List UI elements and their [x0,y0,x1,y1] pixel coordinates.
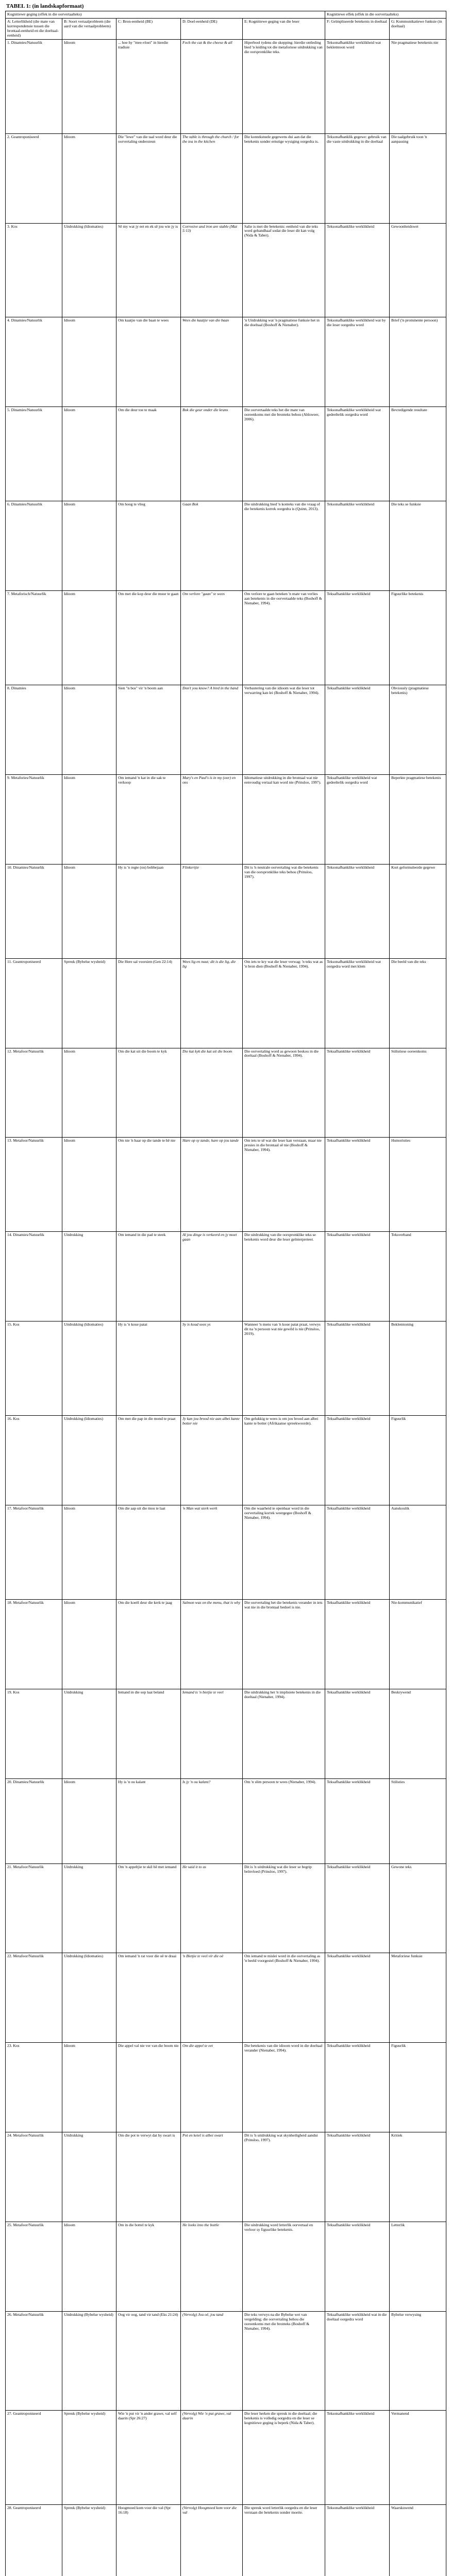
table-cell-f: Teksafhanklike werklikheid wat gedeeltelik oorgedra word [325,774,390,864]
table-cell-a: 12. Metafoor/Natuurlik [6,1048,62,1138]
table-cell-g: Letterlik [390,2222,446,2312]
table-cell-f: Teksafhanklike werklikheid [325,1138,390,1232]
table-cell-d: Mary's en Paul's is in my (oor) en ons [181,774,243,864]
table-cell-d: Wees lig en nuut; dit is die lig, die lig [181,958,243,1048]
table-cell-e: Om iets te sê wat die leser kan verstaan, maar nie presies in die brontaal sê nie (Boshoff & Nienaber, 1994). [243,1138,325,1232]
table-cell-e: Die teks verwys na die Bybelse wet van vergelding; die oorvertaling behou die ooreenkoms met die bronteks (Boshoff & Nienaber, 1994). [243,2312,325,2411]
table-row [6,1953,446,2043]
table-cell-c: Om nie 'n haar op die tande te hê nie [116,1138,181,1232]
table-cell-e: Die oorvertaling het die betekenis verander in iets wat nie in die brontaal bedoel is nie. [243,1599,325,1689]
table-cell-f: Teksafhanklike werklikheid [325,1232,390,1321]
table-cell-f: Teksafhanklike werklikheid [325,685,390,774]
table-cell-d: (Vervolg) Wie 'n put grawe, val daarin [181,2410,243,2504]
header-group-row [6,11,446,19]
table-cell-a: 11. Geantroponiseerd [6,958,62,1048]
table-cell-c: Die appel val nie ver van die boom nie [116,2043,181,2132]
table-cell-d: Wees die kaatjie van die baan [181,317,243,407]
table-row [6,1689,446,1778]
table-row [6,2222,446,2312]
header-target-group: Kognitiewe effek (effek in die oorvertaalteks) [325,11,446,19]
table-cell-f: Teksonafhanklike werklikheid [325,864,390,958]
table-cell-a: 7. Metaforisch/Natuurlik [6,591,62,685]
table-cell-c: Iemand in die sop laat beland [116,1689,181,1778]
table-cell-a: 20. Dinamies/Natuurlik [6,1778,62,1863]
table-cell-a: 15. Kos [6,1321,62,1416]
table-cell-d: Die kat kyk die kat uit die boom [181,1048,243,1138]
table-cell-e: Die oorvertaalde teks het die mate van ooreenkoms met die bronteks behou (Ahlsweer, 2006). [243,407,325,501]
table-cell-a: 21. Metafoor/Natuurlik [6,1863,62,1953]
table-cell-e: Die uitdrukking van die oorspronklike teks se betekenis word deur die leser geïnterpreteer. [243,1232,325,1321]
table-cell-a: 27. Geantroponiseerd [6,2410,62,2504]
table-cell-f: Teksafhanklike werklikheid [325,1321,390,1416]
table-cell-d: Foch the cat & the cheese & all [181,39,243,133]
table-row [6,2410,446,2504]
table-cell-b: Uitdrukking [62,1689,116,1778]
table-cell-a: 5. Dinamies/Natuurlik [6,407,62,501]
table-cell-d: Pot en ketel is albei swart [181,2132,243,2222]
table-cell-g: Teksverband [390,1232,446,1321]
table-cell-f: Teksonafhanklike werklikheid [325,501,390,591]
table-cell-e: Die oorvertaling word as gewoon beskou in die doeltaal (Boshoff & Nienaber, 1994). [243,1048,325,1138]
table-cell-b: Idioom [62,317,116,407]
table-cell-c: Die Here sal voorsien (Gen 22:14) [116,958,181,1048]
table-cell-g: Beklemtoning [390,1321,446,1416]
table-cell-g: Stilisties [390,1778,446,1863]
table-cell-b: Idioom [62,133,116,223]
table-cell-a: 19. Kos [6,1689,62,1778]
column-header-e: E: Kognitiewe geging van die leser [243,18,325,39]
table-cell-d: Hare op sy tande, hare op jou tande [181,1138,243,1232]
table-row [6,958,446,1048]
table-cell-a: 24. Metafoor/Natuurlik [6,2132,62,2222]
table-cell-d: Jy kan jou brood nie aan albei kante botter nie [181,1416,243,1505]
table-cell-c: Om in die bottel te kyk [116,2222,181,2312]
table-cell-f: Teksafhanklike werklikheid [325,2222,390,2312]
table-cell-g: Die beeld van die teks [390,958,446,1048]
table-cell-c: Om met die kop deur die muur te gaan [116,591,181,685]
table-cell-g: Obviously (pragmatiese betekenis) [390,685,446,774]
table-cell-a: 16. Kos [6,1416,62,1505]
table-row [6,1505,446,1599]
table-cell-e: Salie is met die betekenis: eenheid van die teks word gehandhaaf sodat die leser dit kan volg (Nida & Taber). [243,223,325,317]
table-cell-c: Om die deur toe te maak [116,407,181,501]
table-cell-g: Brief ('n prominente persoon) [390,317,446,407]
table-cell-e: Om iets te kry wat die leser verwag: 'n teks wat as 'n bron dien (Boshoff & Nienaber, 1994). [243,958,325,1048]
table-cell-g: Figuurlik [390,2043,446,2132]
table-cell-e: Dit is 'n uitdrukking wat skynheiligheid aandui (Prinsloo, 1997). [243,2132,325,2222]
table-cell-g: Humoristies [390,1138,446,1232]
table-cell-b: Uitdrukking [62,2132,116,2222]
table-cell-g: Beskrywend [390,1689,446,1778]
table-cell-b: Idioom [62,1138,116,1232]
table-cell-c: Om iemand 'n rat voor die oë te draai [116,1953,181,2043]
table-cell-a: 26. Metafoor/Natuurlik [6,2312,62,2411]
column-header-d: D: Doel-eenheid (DE) [181,18,243,39]
table-cell-g: Nie-kommunikatief [390,1599,446,1689]
table-cell-d: Corrosive and iron are stable (Mat 5:13) [181,223,243,317]
table-cell-d: He looks into the bottle [181,2222,243,2312]
table-cell-f: Teksafhanklike werklikheid [325,1953,390,2043]
table-cell-d: 'n Bietjie te veel vir die oë [181,1953,243,2043]
table-cell-c: Hoogmoed kom voor die val (Spr 16:18) [116,2504,181,2576]
table-cell-c: Om hoog te vlieg [116,501,181,591]
table-cell-b: Idioom [62,2043,116,2132]
table-cell-f: Teksafhanklike werklikheid [325,1778,390,1863]
table-cell-e: Dit is 'n neutrale oorvertaling wat die betekenis van die oorspronklike teks behou (Prinsloo, 1997). [243,864,325,958]
table-cell-a: 22. Metafoor/Natuurlik [6,1953,62,2043]
table-cell-e: Verbastering van die idioom wat die leser tot verwarring kan lei (Boshoff & Nienaber, 1994). [243,685,325,774]
table-cell-a: 8. Dinamies [6,685,62,774]
table-cell-c: Om iemand in die pad te steek [116,1232,181,1321]
table-cell-b: Idioom [62,591,116,685]
table-cell-e: Die spreuk word letterlik oorgedra en die leser verstaan die betekenis sonder moeite. [243,2504,325,2576]
table-cell-d: Om verlore "gaan" te wees [181,591,243,685]
table-cell-d: (Vervolg) Hoogmoed kom voor die val [181,2504,243,2576]
column-header-row [6,18,446,39]
table-cell-e: Om iemand te mislei word in die oorvertaling as 'n beeld voorgestel (Boshoff & Nienaber, 1994). [243,1953,325,2043]
table-cell-f: Teksafhanklike werklikheid [325,1505,390,1599]
table-row [6,774,446,864]
table-cell-e: Die betekenis van die idioom word in die doeltaal verander (Nienaber, 1994). [243,2043,325,2132]
table-cell-e: 'n Uitdrukking wat 'n pragmatiese funksie het in die doeltaal (Boshoff & Nienaber). [243,317,325,407]
table-cell-e: Om die waarheid te openbaar word in die oorvertaling korrek weergegee (Boshoff & Nienaber, 1994). [243,1505,325,1599]
table-cell-b: Idioom [62,1599,116,1689]
table-cell-f: Teksafhanklike werklikheid [325,1048,390,1138]
table-cell-f: Teksafhanklike werklikheid [325,1599,390,1689]
table-cell-c: Om die koeël deur die kerk te jaag [116,1599,181,1689]
table-cell-g: Die taalgebruik toon 'n aanpassing [390,133,446,223]
table-cell-c: Hy is 'n regte (ou) bobbejaan [116,864,181,958]
table-cell-e: Wanneer 'n mens van 'n koue patat praat, verwys dit na 'n persoon wat nie gewild is nie (Prinsloo, 2019). [243,1321,325,1416]
table-cell-f: Teksonafhanklike werklikheid wat oorgedra word met klem [325,958,390,1048]
table-cell-e: Dit is 'n uitdrukking wat die leser se begrip beïnvloed (Prinsloo, 1997). [243,1863,325,1953]
column-header-g: G: Kommunikatiewe funksie (in doeltaal) [390,18,446,39]
table-cell-f: Teksafhanklike werklikheid [325,2132,390,2222]
table-cell-f: Teksafhanklike werklikheid [325,1689,390,1778]
table-cell-b: Idioom [62,39,116,133]
table-cell-a: 13. Metafoor/Natuurlik [6,1138,62,1232]
header-source-group: Kognitiewe geging (effek in die oorvertaalteks) [6,11,325,19]
table-cell-c: Om 'n appeltjie te skil hê met iemand [116,1863,181,1953]
column-header-f: F: Geïmpliseerde betekenis in doeltaal [325,18,390,39]
table-cell-e: Hiperbool tydens die skepping: hierdie ontleding bied 'n leiding tot die metaforiese uitdrukking van die oorspronklike teks. [243,39,325,133]
table-cell-d: Bok die geur onder die krans [181,407,243,501]
table-cell-d: (Vervolg) Jou oë, jou tand [181,2312,243,2411]
table-cell-f: Teksafhanklike werklikheid wat in die doeltaal oorgedra word [325,2312,390,2411]
table-cell-f: Teksonafhanklike werklikheid wat by die leser oorgedra word [325,317,390,407]
table-cell-g: Die teks se funksie [390,501,446,591]
table-cell-a: 2. Geantroponiseerd [6,133,62,223]
document-page [5,0,446,2576]
table-cell-f: Teksonafhanklike werklikheid wat beklemtoon word [325,39,390,133]
table-cell-e: Die uitdrukking word letterlik oorvertaal en verloor sy figuurlike betekenis. [243,2222,325,2312]
table-cell-c: Om iemand 'n kat in die sak te verkoop [116,774,181,864]
table-cell-c: Om die aap uit die mou te laat [116,1505,181,1599]
table-cell-b: Uitdrukking [62,1863,116,1953]
table-cell-g: Figuurlike betekenis [390,591,446,685]
table-cell-a: 18. Metafoor/Natuurlik [6,1599,62,1689]
table-title: TABEL 1: (in landskapformaat) [6,3,84,9]
table-cell-c: Om met die pap in die mond te praat [116,1416,181,1505]
table-cell-e: Die uitdrukking het 'n implisiete betekenis in die doeltaal (Nienaber, 1994). [243,1689,325,1778]
table-row [6,1321,446,1416]
table-cell-a: 25. Metafoor/Natuurlik [6,2222,62,2312]
table-row [6,501,446,591]
table-cell-g: Vermanend [390,2410,446,2504]
table-cell-d: He said it to us [181,1863,243,1953]
table-cell-a: 23. Kos [6,2043,62,2132]
table-cell-e: Om gelukkig te wees is om jou brood aan albei kante te botter (Afrikaanse spreekwoorde). [243,1416,325,1505]
table-cell-c: Hy is 'n koue patat [116,1321,181,1416]
table-row [6,864,446,958]
table-cell-g: Beperkte pragmatiese betekenis [390,774,446,864]
table-cell-b: Spreuk (Bybelse wysheid) [62,2410,116,2504]
table-cell-g: Kort geformuleerde gegewe [390,864,446,958]
table-cell-b: Idioom [62,685,116,774]
table-cell-d: Al jou dinge is verkeerd en jy moet gaan [181,1232,243,1321]
table-cell-b: Uitdrukking (Idiomaties) [62,1321,116,1416]
table-cell-f: Teksonafhanklike werklikheid [325,223,390,317]
table-cell-b: Idioom [62,864,116,958]
table-cell-b: Uitdrukking (Idiomaties) [62,1416,116,1505]
column-header-b: B: Soort vertaalprobleem (die aard van die vertaalprobleem) [62,18,116,39]
table-row [6,407,446,501]
table-row [6,685,446,774]
table-row [6,1048,446,1138]
table-row [6,1232,446,1321]
table-cell-d: Is jy 'n ou kalant? [181,1778,243,1863]
table-cell-e: Om 'n slim persoon te wees (Nienaber, 1994). [243,1778,325,1863]
table-cell-g: Waarskuwend [390,2504,446,2576]
table-row [6,317,446,407]
table-row [6,2132,446,2222]
table-cell-e: Idiomatiese uitdrukking in die brontaal wat nie eenvoudig vertaal kan word nie (Prinsloo, 1997). [243,774,325,864]
table-cell-f: Teksonafhanklik gegewe: gebruik van die vaste uitdrukking in die doeltaal [325,133,390,223]
table-row [6,2504,446,2576]
table-cell-c: Wie 'n put vir 'n ander grawe, val self daarin (Spr 26:27) [116,2410,181,2504]
table-cell-d: The table is through the church / for the tea in the kitchen [181,133,243,223]
table-cell-b: Idioom [62,2222,116,2312]
table-cell-b: Idioom [62,1505,116,1599]
table-cell-b: Idioom [62,1778,116,1863]
table-cell-a: 9. Metafories/Natuurlik [6,774,62,864]
table-cell-e: Die leser herken die spreuk in die doeltaal; die betekenis is volledig oorgedra en die leser se kognitiewe geging is beperk (Nida & Taber). [243,2410,325,2504]
table-cell-e: Die uitdrukking bied 'n konteks van die vraag of die betekenis korrek oorgedra is (Quinn, 2013). [243,501,325,591]
table-cell-b: Idioom [62,774,116,864]
table-cell-c: Sien "n bos" vir 'n boom aan [116,685,181,774]
table-body [6,39,446,2576]
table-cell-c: Oog vir oog, tand vir tand (Eks 21:24) [116,2312,181,2411]
table-cell-g: Bevredigende resultate [390,407,446,501]
table-cell-c: Om die kat uit die boom te kyk [116,1048,181,1138]
table-cell-a: 14. Dinamies/Natuurlik [6,1232,62,1321]
table-cell-f: Teksonafhanklike werklikheid [325,2410,390,2504]
table-row [6,1778,446,1863]
table-cell-e: Die kontekstuele gegewens dui aan dat die betekenis sonder ernstige wysiging oorgedra is. [243,133,325,223]
table-cell-b: Idioom [62,1048,116,1138]
table-cell-a: 4. Dinamies/Natuurlik [6,317,62,407]
table-cell-b: Idioom [62,501,116,591]
table-row [6,2312,446,2411]
table-cell-g: Bybelse verwysing [390,2312,446,2411]
table-cell-c: Die "lewe" van die taal word deur die oorvertaling ondersteun [116,133,181,223]
table-cell-g: Figuurlik [390,1416,446,1505]
table-cell-c: Om kaatjie van die baan te wees [116,317,181,407]
table-row [6,133,446,223]
table-cell-d: 'n Man wat sterk werk [181,1505,243,1599]
table-cell-a: 6. Dinamies/Natuurlik [6,501,62,591]
table-cell-f: Teksafhanklike werklikheid [325,2043,390,2132]
table-cell-b: Spreuk (Bybelse wysheid) [62,2504,116,2576]
table-cell-c: ... hoe hy "mee-vloei" in hierdie tradisie [116,39,181,133]
table-cell-g: Stilistiese ooreenkoms [390,1048,446,1138]
table-cell-f: Teksafhanklike werklikheid [325,591,390,685]
table-cell-b: Uitdrukking [62,1232,116,1321]
table-cell-a: 17. Metafoor/Natuurlik [6,1505,62,1599]
column-header-a: A: Letterlikheid (die mate van korrespondensie tussen die brontaal-eenheid en die doeltaal-eenheid) [6,18,62,39]
table-cell-d: Flinkertjie [181,864,243,958]
table-cell-d: Gaan Bok [181,501,243,591]
table-row [6,591,446,685]
table-cell-b: Uitdrukking (Idiomaties) [62,1953,116,2043]
table-row [6,1863,446,1953]
table-cell-b: Spreuk (Bybelse wysheid) [62,958,116,1048]
table-cell-e: Om verlore te gaan beteken 'n mate van verlies aan betekenis in die oorvertaalde teks (Boshoff & Nienaber, 1994). [243,591,325,685]
table-cell-g: Gewone teks [390,1863,446,1953]
table-cell-g: Metaforiese funksie [390,1953,446,2043]
table-cell-a: 28. Geantroponiseerd [6,2504,62,2576]
table-cell-f: Teksonafhanklike werklikheid [325,2504,390,2576]
table-cell-f: Teksonafhanklike werklikheid wat gedeeltelik oorgedra word [325,407,390,501]
table-row [6,223,446,317]
table-cell-c: Hy is 'n ou kalant [116,1778,181,1863]
table-cell-f: Teksafhanklike werklikheid [325,1863,390,1953]
table-cell-d: Om die appel te eet [181,2043,243,2132]
table-cell-c: Om die pot te verwyt dat hy swart is [116,2132,181,2222]
table-cell-g: Nie pragmatiese betekenis nie [390,39,446,133]
table-cell-b: Uitdrukking (Idiomaties) [62,223,116,317]
table-cell-f: Teksafhanklike werklikheid [325,1416,390,1505]
table-cell-a: 10. Dinamies/Natuurlik [6,864,62,958]
column-header-c: C: Bron-eenheid (BE) [116,18,181,39]
table-row [6,39,446,133]
table-row [6,1599,446,1689]
table-cell-a: 1. Dinamies/Natuurlik [6,39,62,133]
data-table [5,11,446,2576]
table-row [6,1416,446,1505]
table-row [6,1138,446,1232]
table-cell-d: Don't you know? A bird in the hand [181,685,243,774]
table-cell-g: Kritiek [390,2132,446,2222]
table-cell-d: Salmon was on the menu, that is why [181,1599,243,1689]
table-cell-b: Uitdrukking (Bybelse wysheid) [62,2312,116,2411]
table-cell-c: Sê my wat jy eet en ek sê jou wie jy is [116,223,181,317]
table-cell-d: Iemand is 'n bietjie te veel [181,1689,243,1778]
table-cell-d: Sy is koud soos ys [181,1321,243,1416]
table-cell-g: Aanskoulik [390,1505,446,1599]
table-cell-b: Idioom [62,407,116,501]
table-row [6,2043,446,2132]
table-cell-a: 3. Kos [6,223,62,317]
table-cell-g: Gewoonheidswet [390,223,446,317]
